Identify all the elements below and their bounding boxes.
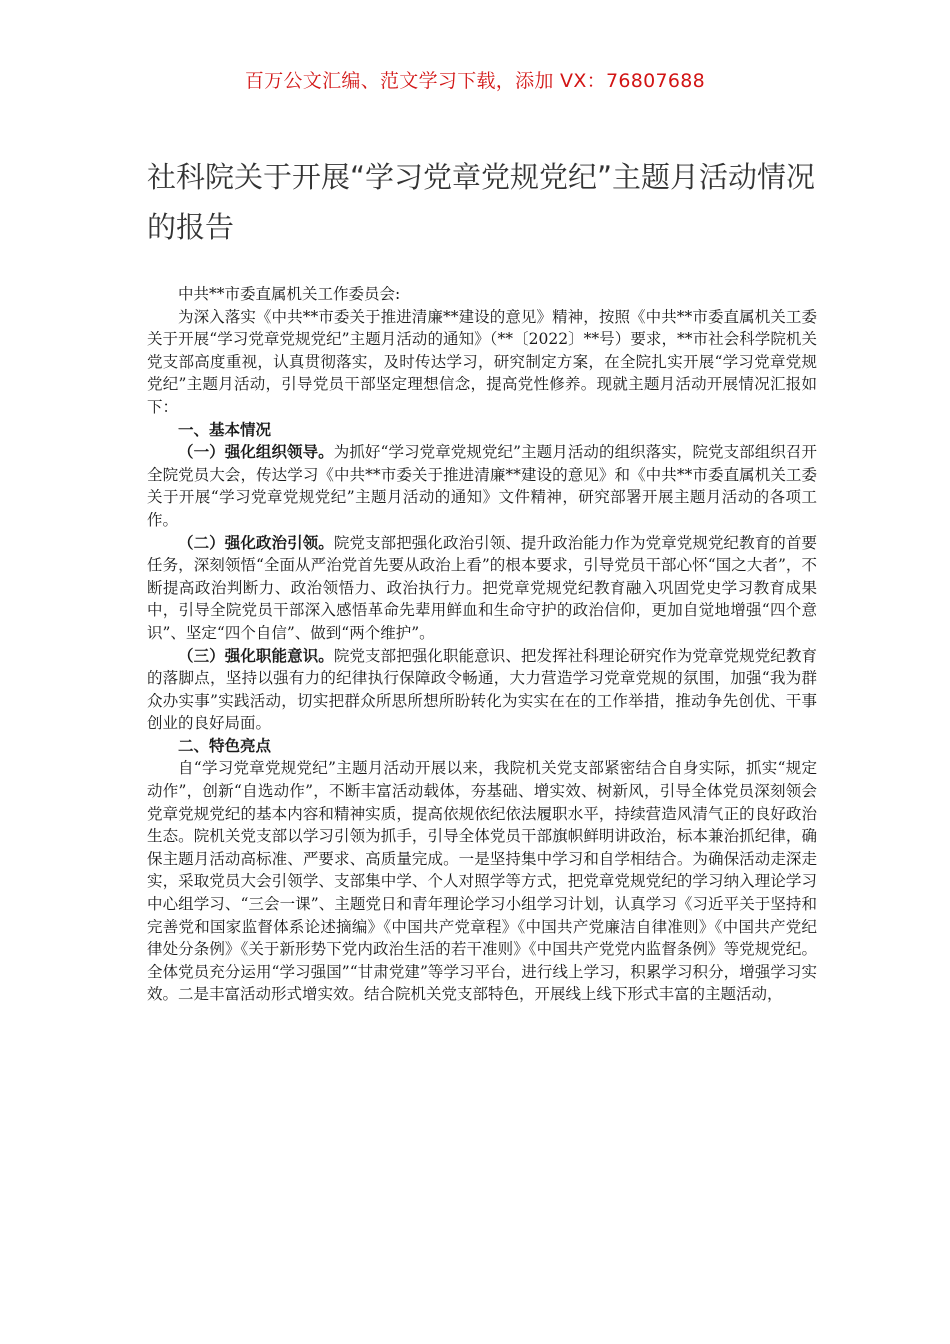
section-heading-basic: 一、基本情况 <box>178 420 272 439</box>
document-title: 社科院关于开展“学习党章党规党纪”主题月活动情况的报告 <box>147 160 816 244</box>
section-heading-highlights: 二、特色亮点 <box>178 736 272 755</box>
section1-item-2 <box>147 532 817 645</box>
section2-paragraph: 自“学习党章党规党纪”主题月活动开展以来，我院机关党支部紧密结合自身实际，抓实“规定动作”，创新“自选动作”，不断丰富活动载体，夯基础、增实效、树新风，引导全体党员深刻领会党章党规党纪的基本内容和精神实质，提高依规依纪依法履职水平，持续营造风清气正的良好政治生态。院机关党支部以学习引领为抓手，引导全体党员干部旗帜鲜明讲政治，标本兼治抓纪律，确保主题月活动高标准、严要求、高质量完成。一是坚持集中学习和自学相结合。为确保活动走深走实，采取党员大会引领学、支部集中学、个人对照学等方式，把党章党规党纪的学习纳入理论学习中心组学习、“三会一课”、主题党日和青年理论学习小组学习计划，认真学习《习近平关于坚持和完善党和国家监督体系论述摘编》《中国共产党章程》《中国共产党廉洁自律准则》《中国共产党纪律处分条例》《关于新形势下党内政治生活的若干准则》《中国共产党党内监督条例》等党规党纪。全体党员充分运用“学习强国”“甘肃党建”等学习平台，进行线上学习，积累学习积分，增强学习实效。二是丰富活动形式增实效。结合院机关党支部特色，开展线上线下形式丰富的主题活动， <box>147 759 817 1004</box>
item-text: 为抓好“学习党章党规党纪”主题月活动的组织落实，院党支部组织召开全院党员大会，传达学习《中共**市委关于推进清廉**建设的意见》和《中共**市委直属机关工委关于开展“学习党章党规党纪”主题月活动的通知》文件精神，研究部署开展主题月活动的各项工作。 <box>147 443 817 529</box>
item-lead: （三）强化职能意识。 <box>178 646 334 665</box>
item-text: 院党支部把强化职能意识、把发挥社科理论研究作为党章党规党纪教育的落脚点，坚持以强有力的纪律执行保障政令畅通，大力营造学习党章党规的氛围，加强“我为群众办实事”实践活动，切实把群众所思所想所盼转化为实实在在的工作举措，推动争先创优、干事创业的良好局面。 <box>147 646 817 733</box>
item-lead: （一）强化组织领导。 <box>178 443 334 462</box>
salutation: 中共**市委直属机关工作委员会: <box>178 285 401 303</box>
item-lead: （二）强化政治引领。 <box>178 533 334 552</box>
item-text: 院党支部把强化政治引领、提升政治能力作为党章党规党纪教育的首要任务，深刻领悟“全面从严治党首先要从政治上看”的根本要求，引导党员干部心怀“国之大者”，不断提高政治判断力、政治领悟力、政治执行力。把党章党规党纪教育融入巩固党史学习教育成果中，引导全院党员干部深入感悟革命先辈用鲜血和生命守护的政治信仰，更加自觉地增强“四个意识”、坚定“四个自信”、做到“两个维护”。 <box>147 533 817 642</box>
intro-paragraph: 为深入落实《中共**市委关于推进清廉**建设的意见》精神，按照《中共**市委直属机关工委关于开展“学习党章党规党纪”主题月活动的通知》（**〔2022〕**号）要求，**市社会科学院机关党支部高度重视，认真贯彻落实，及时传达学习，研究制定方案，在全院扎实开展“学习党章党规党纪”主题月活动，引导党员干部坚定理想信念，提高党性修养。现就主题月活动开展情况汇报如下： <box>147 307 817 416</box>
section1-item-3 <box>147 645 817 735</box>
section1-item-1 <box>147 441 817 531</box>
document-body <box>147 283 817 1006</box>
watermark-banner: 百万公文汇编、范文学习下载，添加 VX：76807688 <box>244 70 706 92</box>
